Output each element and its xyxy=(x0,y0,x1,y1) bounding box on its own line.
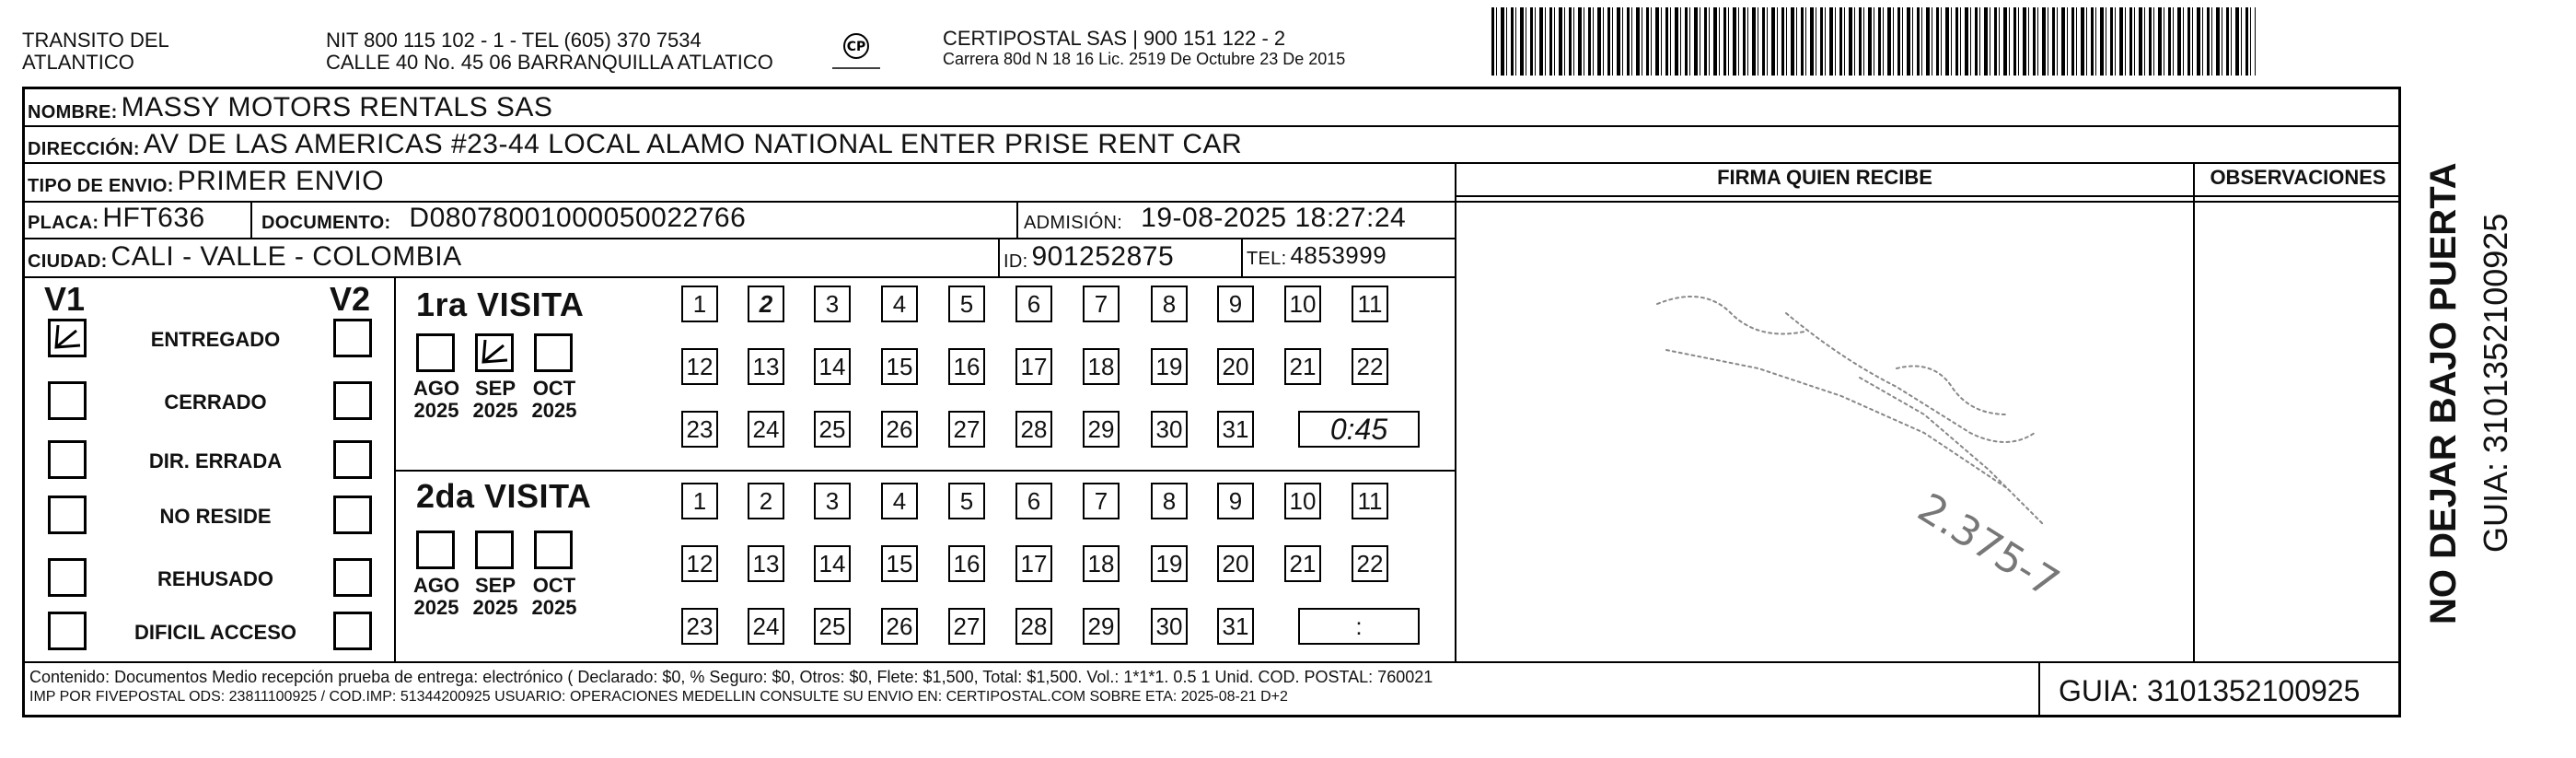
second-day-box[interactable]: 23 xyxy=(681,608,718,645)
first-day-box[interactable]: 18 xyxy=(1083,348,1120,385)
second-day-box[interactable]: 28 xyxy=(1015,608,1052,645)
barcode xyxy=(1491,7,2256,76)
first-day-box[interactable]: 25 xyxy=(814,411,851,448)
second-day-box[interactable]: 4 xyxy=(881,483,918,519)
first-day-box[interactable]: 31 xyxy=(1217,411,1254,448)
first-day-box[interactable]: 7 xyxy=(1083,286,1120,322)
first-day-box[interactable]: 8 xyxy=(1151,286,1188,322)
second-day-box[interactable]: 20 xyxy=(1217,545,1254,582)
field-nombre: NOMBRE: MASSY MOTORS RENTALS SAS xyxy=(28,92,553,122)
second-day-box[interactable]: 15 xyxy=(881,545,918,582)
v1-checkbox[interactable] xyxy=(48,381,87,420)
side-guia: GUIA: 3101352100925 xyxy=(2477,213,2514,553)
second-day-box[interactable]: 9 xyxy=(1217,483,1254,519)
first-month-checkbox[interactable] xyxy=(475,333,514,372)
second-day-box[interactable]: 14 xyxy=(814,545,851,582)
first-day-box[interactable]: 10 xyxy=(1284,286,1321,322)
second-day-box[interactable]: 2 xyxy=(748,483,784,519)
first-day-box[interactable]: 14 xyxy=(814,348,851,385)
direccion-value: AV DE LAS AMERICAS #23-44 LOCAL ALAMO NATIONAL ENTER PRISE RENT CAR xyxy=(143,129,1243,159)
second-time-box[interactable]: : xyxy=(1298,608,1420,645)
second-day-box[interactable]: 19 xyxy=(1151,545,1188,582)
field-tipo-envio: TIPO DE ENVIO: PRIMER ENVIO xyxy=(28,166,385,196)
tipo-envio-value: PRIMER ENVIO xyxy=(177,166,385,196)
placa-value: HFT636 xyxy=(102,203,205,233)
firma-header: FIRMA QUIEN RECIBE xyxy=(1717,166,1932,189)
field-tel: TEL: 4853999 xyxy=(1247,241,1387,269)
second-day-box[interactable]: 17 xyxy=(1015,545,1052,582)
status-label: CERRADO xyxy=(164,391,267,414)
second-month-checkbox[interactable] xyxy=(534,531,573,569)
second-day-box[interactable]: 12 xyxy=(681,545,718,582)
second-day-box[interactable]: 6 xyxy=(1015,483,1052,519)
first-day-box[interactable]: 11 xyxy=(1352,286,1388,322)
v2-checkbox[interactable] xyxy=(333,381,372,420)
first-day-box[interactable]: 23 xyxy=(681,411,718,448)
first-day-box[interactable]: 5 xyxy=(948,286,985,322)
field-id: ID: 901252875 xyxy=(1004,241,1175,272)
first-day-box[interactable]: 24 xyxy=(748,411,784,448)
footer-guia: GUIA: 3101352100925 xyxy=(2059,674,2361,707)
first-day-box[interactable]: 21 xyxy=(1284,348,1321,385)
second-month-checkbox[interactable] xyxy=(475,531,514,569)
nombre-value: MASSY MOTORS RENTALS SAS xyxy=(121,92,553,122)
second-month-label: AGO 2025 xyxy=(412,574,460,619)
second-day-box[interactable]: 29 xyxy=(1083,608,1120,645)
second-day-box[interactable]: 1 xyxy=(681,483,718,519)
sender-name: TRANSITO DEL ATLANTICO xyxy=(22,29,169,74)
v1-header: V1 xyxy=(44,280,86,318)
second-day-box[interactable]: 16 xyxy=(948,545,985,582)
field-admision: ADMISIÓN: 19-08-2025 18:27:24 xyxy=(1024,203,1407,233)
svg-text:CP: CP xyxy=(846,40,866,54)
recipient-signature xyxy=(1620,249,2099,608)
second-day-box[interactable]: 22 xyxy=(1352,545,1388,582)
status-label: NO RESIDE xyxy=(159,505,272,528)
second-day-box[interactable]: 21 xyxy=(1284,545,1321,582)
first-day-box[interactable]: 3 xyxy=(814,286,851,322)
first-day-box[interactable]: 19 xyxy=(1151,348,1188,385)
footer-print-info: IMP POR FIVEPOSTAL ODS: 23811100925 / COD.IMP: 51344200925 USUARIO: OPERACIONES MEDELLIN CONSULTE SU ENVIO EN: CERTIPOSTAL.COM SOBRE ETA: 2025-08-21 D+2 xyxy=(29,689,1288,705)
status-label: REHUSADO xyxy=(157,567,273,590)
documento-value: D08078001000050022766 xyxy=(409,203,747,233)
tel-value: 4853999 xyxy=(1290,241,1387,269)
first-day-box[interactable]: 9 xyxy=(1217,286,1254,322)
v1-checkbox[interactable] xyxy=(48,319,87,357)
v2-checkbox[interactable] xyxy=(333,319,372,357)
second-day-box[interactable]: 7 xyxy=(1083,483,1120,519)
status-label: DIFICIL ACCESO xyxy=(133,621,296,644)
first-day-box[interactable]: 20 xyxy=(1217,348,1254,385)
v1-checkbox[interactable] xyxy=(48,558,87,597)
first-day-box[interactable]: 28 xyxy=(1015,411,1052,448)
field-ciudad: CIUDAD: CALI - VALLE - COLOMBIA xyxy=(28,241,462,272)
field-placa: PLACA: HFT636 xyxy=(28,203,205,233)
admision-value: 19-08-2025 18:27:24 xyxy=(1141,203,1407,233)
first-month-checkbox[interactable] xyxy=(416,333,455,372)
field-documento: DOCUMENTO: D08078001000050022766 xyxy=(261,203,747,233)
second-day-box[interactable]: 3 xyxy=(814,483,851,519)
second-day-box[interactable]: 30 xyxy=(1151,608,1188,645)
first-day-box[interactable]: 15 xyxy=(881,348,918,385)
v2-checkbox[interactable] xyxy=(333,612,372,650)
first-month-checkbox[interactable] xyxy=(534,333,573,372)
second-day-box[interactable]: 11 xyxy=(1352,483,1388,519)
first-day-box[interactable]: 6 xyxy=(1015,286,1052,322)
svg-text:2.375-7: 2.375-7 xyxy=(1909,484,2068,608)
first-time-box[interactable]: 0:45 xyxy=(1298,411,1420,448)
status-label: DIR. ERRADA xyxy=(148,449,283,472)
second-month-checkbox[interactable] xyxy=(416,531,455,569)
second-day-box[interactable]: 10 xyxy=(1284,483,1321,519)
first-day-box[interactable]: 29 xyxy=(1083,411,1120,448)
first-day-box[interactable]: 13 xyxy=(748,348,784,385)
courier-info: CERTIPOSTAL SAS | 900 151 122 - 2 Carrera 80d N 18 16 Lic. 2519 De Octubre 23 De 2015 xyxy=(943,27,1346,68)
second-day-box[interactable]: 25 xyxy=(814,608,851,645)
no-dejar-label: NO DEJAR BAJO PUERTA xyxy=(2423,162,2464,624)
observaciones-header: OBSERVACIONES xyxy=(2210,166,2386,189)
first-day-box[interactable]: 1 xyxy=(681,286,718,322)
second-day-box[interactable]: 31 xyxy=(1217,608,1254,645)
second-day-box[interactable]: 24 xyxy=(748,608,784,645)
first-month-label: SEP 2025 xyxy=(472,377,518,422)
first-day-box[interactable]: 4 xyxy=(881,286,918,322)
sender-contact: NIT 800 115 102 - 1 - TEL (605) 370 7534 CALLE 40 No. 45 06 BARRANQUILLA ATLATICO xyxy=(326,29,773,74)
second-month-label: SEP 2025 xyxy=(472,574,518,619)
first-day-box[interactable]: 12 xyxy=(681,348,718,385)
first-month-label: OCT 2025 xyxy=(531,377,577,422)
second-visit-title: 2da VISITA xyxy=(416,477,592,515)
first-month-label: AGO 2025 xyxy=(412,377,460,422)
v2-checkbox[interactable] xyxy=(333,496,372,534)
v1-checkbox[interactable] xyxy=(48,496,87,534)
second-day-box[interactable]: 18 xyxy=(1083,545,1120,582)
second-day-box[interactable]: 27 xyxy=(948,608,985,645)
first-day-box[interactable]: 16 xyxy=(948,348,985,385)
id-value: 901252875 xyxy=(1031,241,1175,272)
v1-checkbox[interactable] xyxy=(48,612,87,650)
first-day-box[interactable]: 22 xyxy=(1352,348,1388,385)
second-day-box[interactable]: 8 xyxy=(1151,483,1188,519)
v2-header: V2 xyxy=(330,280,371,318)
status-label: ENTREGADO xyxy=(150,328,281,351)
courier-logo-icon xyxy=(827,31,886,76)
footer-contents: Contenido: Documentos Medio recepción prueba de entrega: electrónico ( Declarado: $0, % Seguro: $0, Otros: $0, Flete: $1,500, Total: $1,500. Vol.: 1*1*1. 0.5 1 Unid. COD. POSTAL: 760021 xyxy=(29,668,1433,686)
v2-checkbox[interactable] xyxy=(333,440,372,479)
first-visit-title: 1ra VISITA xyxy=(416,286,585,323)
footer-info xyxy=(29,667,1433,707)
first-day-box[interactable]: 17 xyxy=(1015,348,1052,385)
v2-checkbox[interactable] xyxy=(333,558,372,597)
first-day-box[interactable]: 2 xyxy=(748,286,784,322)
first-day-box[interactable]: 27 xyxy=(948,411,985,448)
first-day-box[interactable]: 26 xyxy=(881,411,918,448)
field-direccion: DIRECCIÓN: AV DE LAS AMERICAS #23-44 LOCAL ALAMO NATIONAL ENTER PRISE RENT CAR xyxy=(28,129,1243,159)
first-day-box[interactable]: 30 xyxy=(1151,411,1188,448)
second-day-box[interactable]: 26 xyxy=(881,608,918,645)
second-day-box[interactable]: 13 xyxy=(748,545,784,582)
ciudad-value: CALI - VALLE - COLOMBIA xyxy=(110,241,462,272)
second-day-box[interactable]: 5 xyxy=(948,483,985,519)
v1-checkbox[interactable] xyxy=(48,440,87,479)
second-month-label: OCT 2025 xyxy=(531,574,577,619)
